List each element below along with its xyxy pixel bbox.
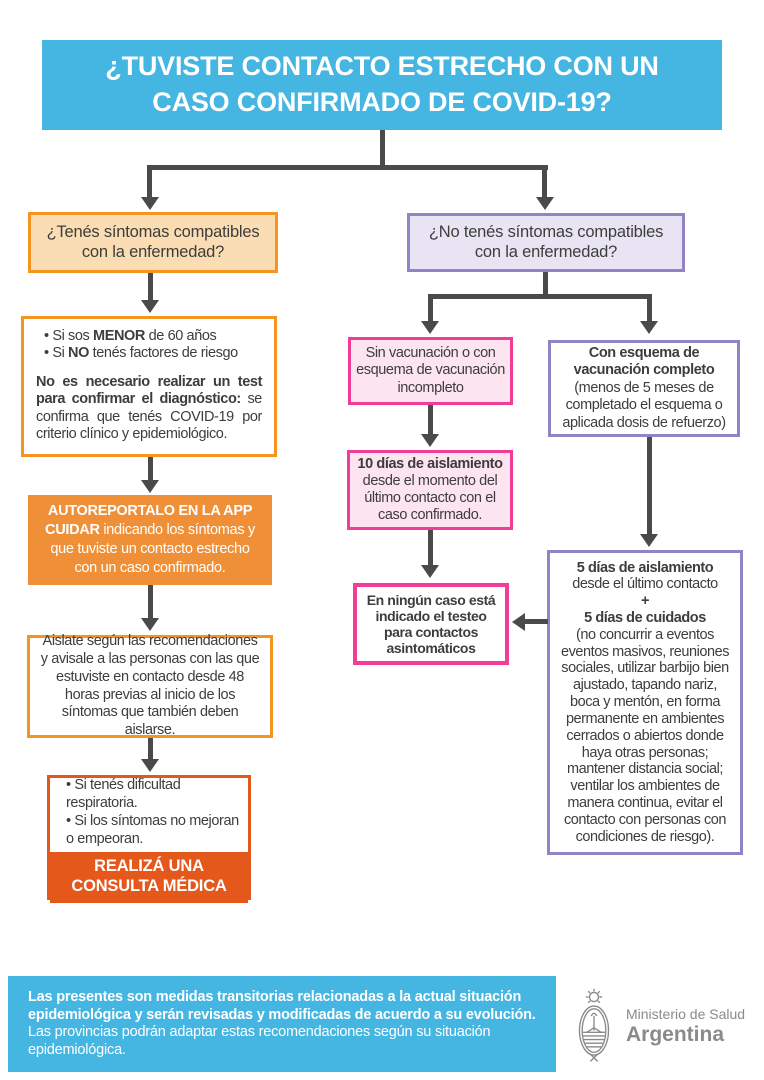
connector-drop-unvaccinated — [428, 294, 433, 322]
page-title-line1: ¿TUVISTE CONTACTO ESTRECHO CON UN — [105, 51, 659, 82]
symptoms-criteria-box — [21, 316, 277, 457]
connector-q2-stem — [543, 272, 548, 294]
connector-q1-criteria — [148, 273, 153, 301]
arrow-to-vaccinated-icon — [640, 321, 658, 334]
care-5-days-box — [547, 550, 743, 855]
arrow-to-unvaccinated-icon — [421, 321, 439, 334]
medical-consult-box — [47, 775, 251, 900]
ministry-logo-text — [626, 1006, 745, 1047]
connector-drop-right — [542, 165, 547, 197]
coat-of-arms-icon — [574, 987, 614, 1065]
footer-banner — [8, 976, 556, 1072]
footer-note-regular: Las provincias podrán adaptar estas recomendaciones según su situación epidemiológica. — [28, 1024, 491, 1059]
criteria-bullet-age: • Si sos MENOR de 60 años — [36, 328, 262, 345]
connector-drop-vaccinated — [647, 294, 652, 322]
no-testing-box — [353, 583, 509, 665]
arrow-to-no-testing-left-icon — [512, 613, 525, 631]
arrow-to-care-box-icon — [640, 534, 658, 547]
unvaccinated-label: Sin vacunación o con esquema de vacunación incompleto — [356, 344, 505, 396]
no-testing-text: En ningún caso está indicado el testeo para contactos asintomáticos — [366, 591, 496, 657]
footer-note-bold: Las presentes son medidas transitorias relacionadas a la actual situación epidemiológica y serán revisadas y modificadas de acuerdo a su evolución. — [28, 989, 536, 1023]
arrow-to-left-question-icon — [141, 197, 159, 210]
isolation-advice-text: Aislate según las recomendaciones y avisale a las personas con las que estuviste en contacto desde 48 horas previas al inicio de los síntomas que también deben aislarse. — [40, 633, 260, 738]
consult-action-banner: REALIZÁ UNA CONSULTA MÉDICA — [50, 852, 248, 903]
right-question-box — [407, 213, 685, 272]
consult-bullet-breathing: • Si tenés dificultad respiratoria. — [58, 776, 240, 812]
connector-header-stem — [380, 130, 385, 165]
no-test-needed-text: No es necesario realizar un test para confirmar el diagnóstico: se confirma que tenés COVID-19 por criterio clínico y epidemiológico. — [36, 373, 262, 442]
arrow-to-10-days-icon — [421, 434, 439, 447]
app-report-text: AUTOREPORTALO EN LA APP CUIDAR indicando los síntomas y que tuviste un contacto estrecho con un caso confirmado. — [45, 503, 255, 576]
isolation-advice-box — [27, 635, 273, 738]
left-question-box — [28, 212, 278, 273]
connector-pink2-pink3 — [428, 530, 433, 566]
arrow-to-no-testing-icon — [421, 565, 439, 578]
connector-care-no-testing — [524, 619, 548, 624]
criteria-bullet-risk: • Si NO tenés factores de riesgo — [36, 345, 262, 362]
arrow-to-consult-box-icon — [141, 759, 159, 772]
connector-drop-left — [147, 165, 152, 197]
header-banner — [42, 40, 722, 130]
connector-vaccinated-care — [647, 437, 652, 535]
consult-bullet-worsen: • Si los síntomas no mejoran o empeoran. — [58, 812, 240, 848]
consult-warning-list — [50, 772, 248, 853]
isolation-10-days-box — [347, 450, 513, 530]
connector-top-split-bar — [147, 165, 548, 170]
arrow-to-criteria-icon — [141, 300, 159, 313]
connector-app-isolate — [148, 585, 153, 619]
ministry-logo — [574, 988, 758, 1064]
vaccinated-label: Con esquema de vacunación completo (menos de 5 meses de completado el esquema o aplicada dosis de refuerzo) — [562, 345, 726, 431]
isolation-10-days-text: 10 días de aislamiento desde el momento del último contacto con el caso confirmado. — [357, 455, 503, 524]
arrow-to-app-box-icon — [141, 480, 159, 493]
app-report-box — [28, 495, 272, 585]
arrow-to-isolate-box-icon — [141, 618, 159, 631]
right-question-text: ¿No tenés síntomas compatibles con la enfermedad? — [428, 222, 664, 261]
arrow-to-right-question-icon — [536, 197, 554, 210]
page-title-line2: CASO CONFIRMADO DE COVID-19? — [152, 87, 612, 117]
connector-right-split-bar — [428, 294, 652, 299]
ministry-name: Ministerio de Salud — [626, 1005, 746, 1022]
country-name: Argentina — [626, 1022, 725, 1046]
page-title — [105, 49, 658, 120]
vaccinated-box — [548, 340, 740, 437]
connector-pink1-pink2 — [428, 405, 433, 435]
unvaccinated-box — [348, 337, 513, 405]
care-5-days-text: 5 días de aislamiento desde el último contacto + 5 días de cuidados (no concurrir a eventos eventos masivos, reuniones sociales, utilizar barbijo bien ajustado, tapando nariz, boca y mentón, en forma permanente en ambientes cerrados o abiertos donde haya otras personas; mantener distancia social; ventilar los ambientes de manera continua, evitar el contacto con personas con condiciones de riesgo). — [560, 559, 730, 845]
connector-criteria-app — [148, 457, 153, 481]
connector-isolate-consult — [148, 738, 153, 760]
left-question-text: ¿Tenés síntomas compatibles con la enfermedad? — [46, 222, 260, 261]
